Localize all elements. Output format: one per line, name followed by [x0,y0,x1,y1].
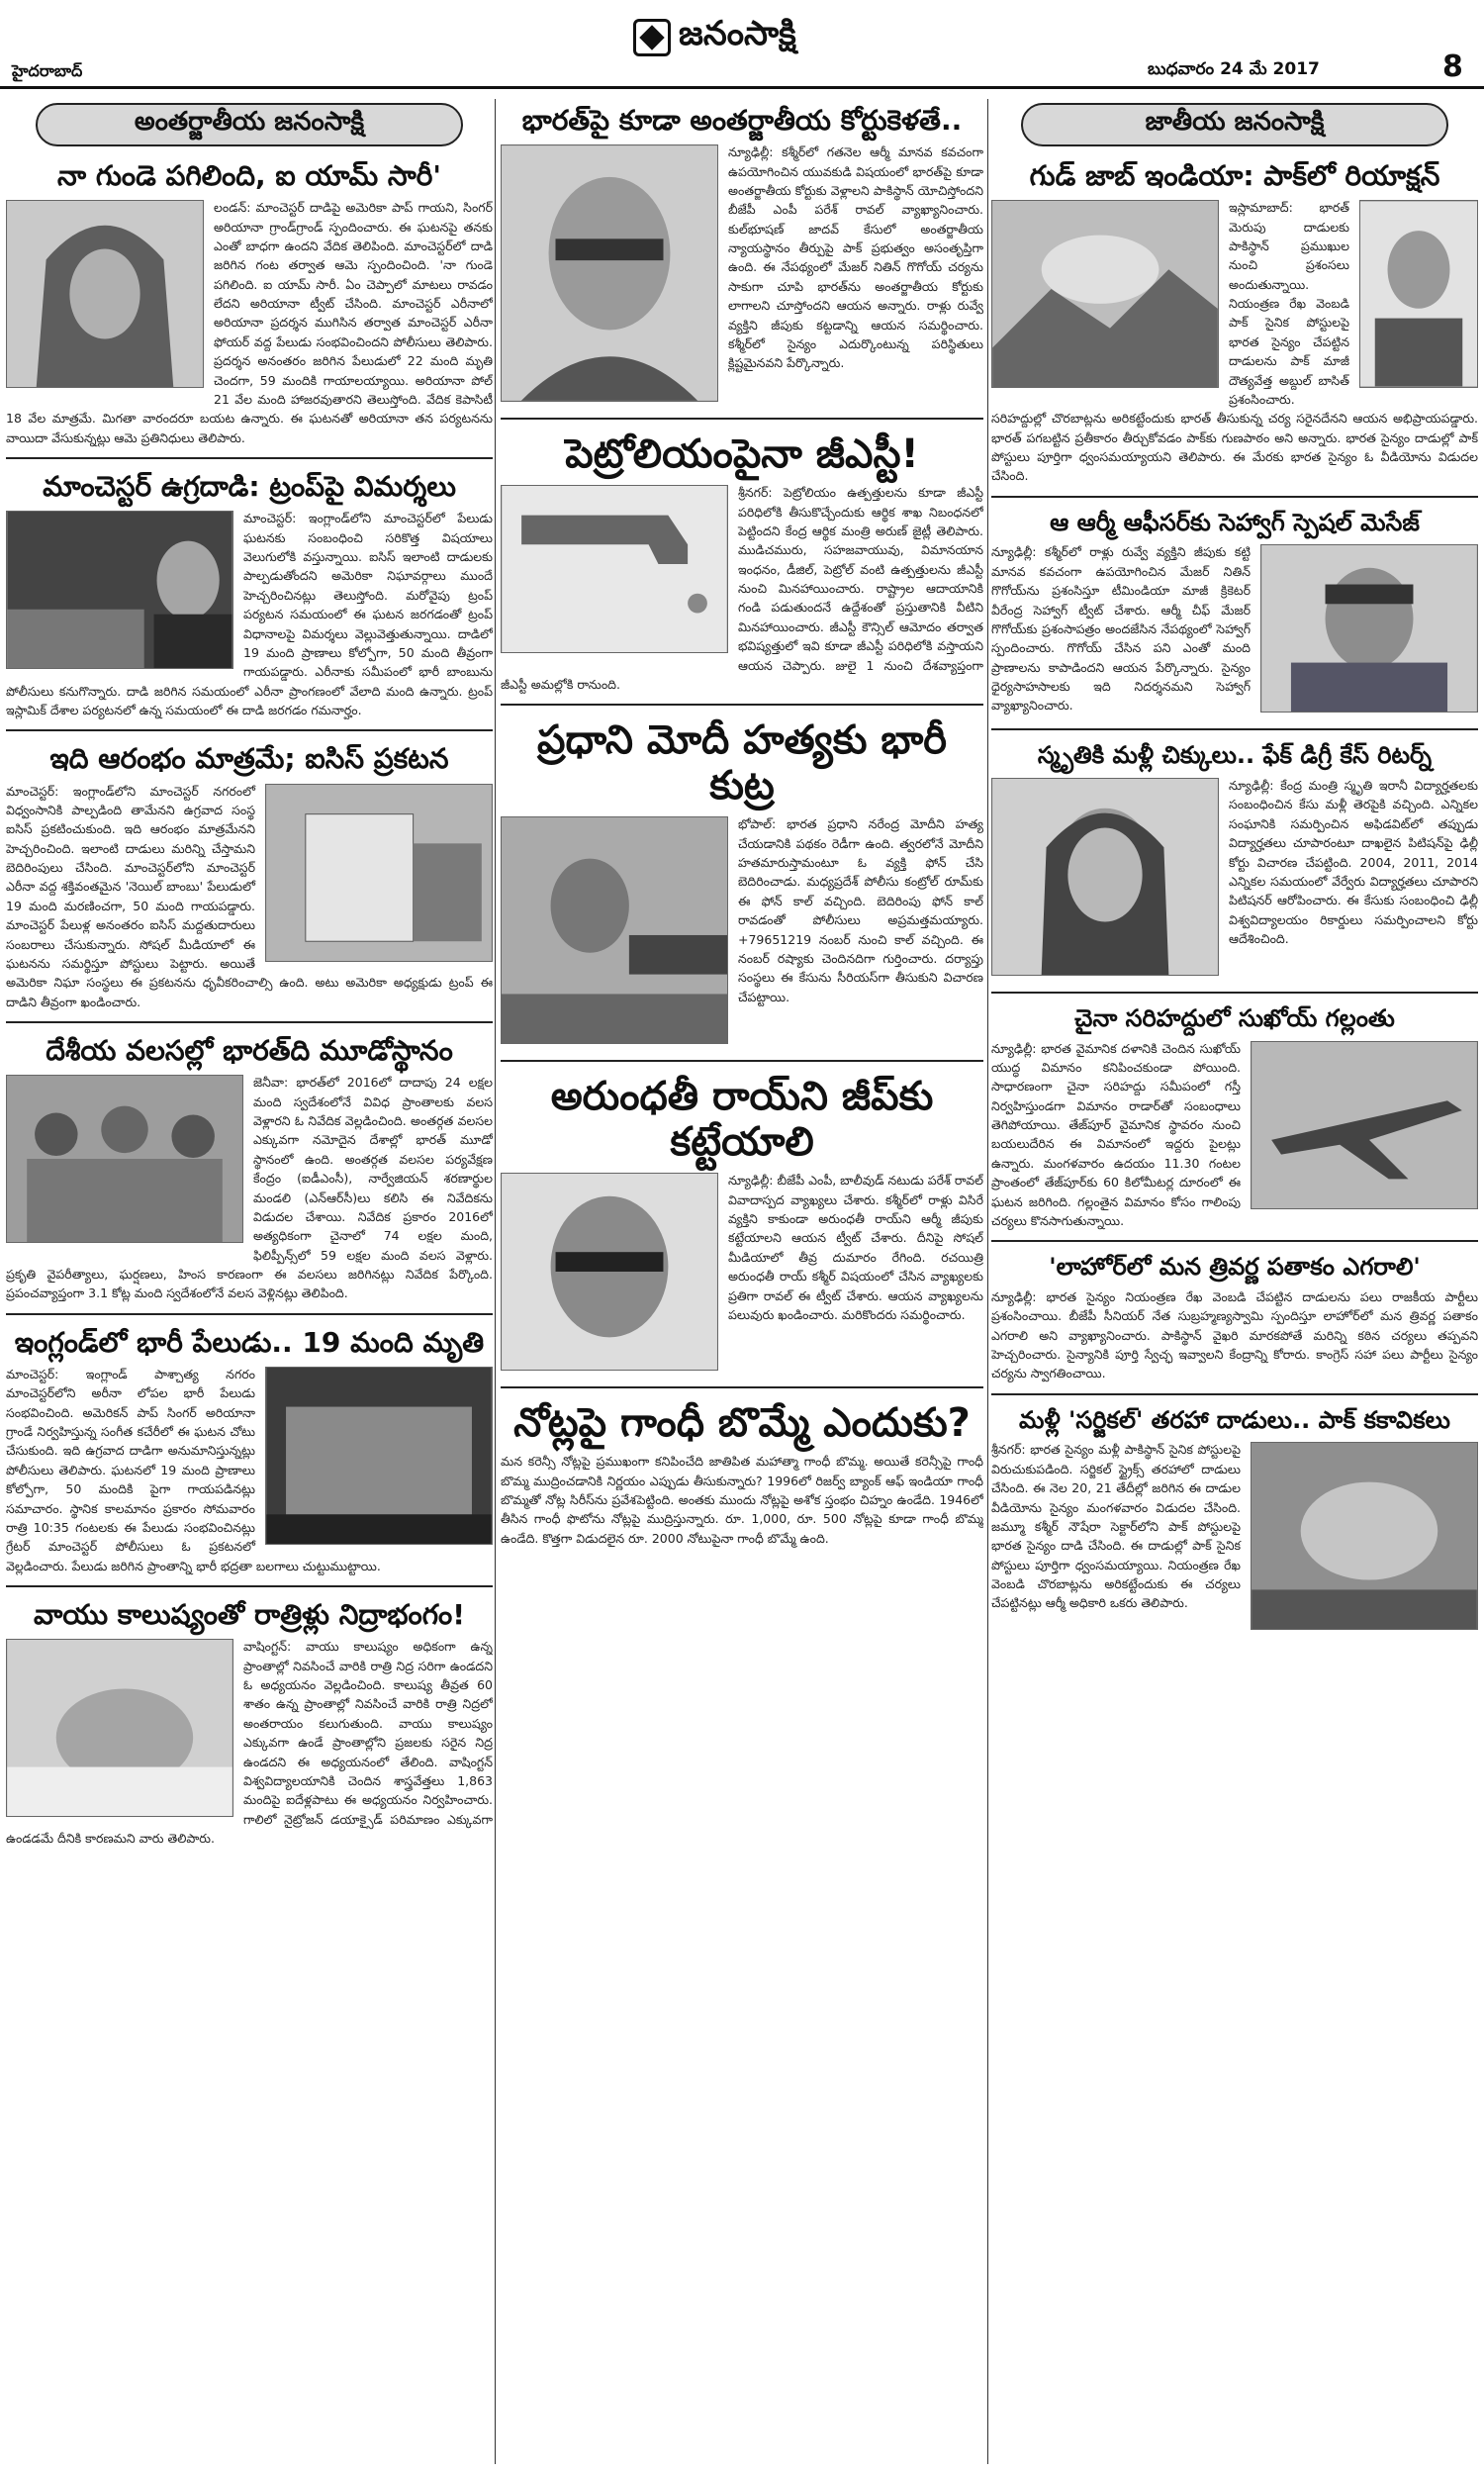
article-body: లండన్‌: మాంచెస్టర్‌ దాడిపై అమెరికా పాప్‌ గాయని, సింగర్‌ అరియానా గ్రాండ్‌గ్రాండ్‌ స్పందించారు. ఈ ఘటనపై తనకు ఎంతో బాధగా ఉందని వేదిక తెలిపింది. మాంచెస్టర్‌లో దాడి జరిగిన గంట తర్వాత ఆమె స్పందించింది. 'నా గుండె పగిలింది. ఐ యామ్‌ సారీ. ఏం చెప్పాలో మాటలు రావడం లేదని అరియానా ట్వీట్‌ చేసింది. మాంచెస్టర్‌ ఎరీనాలో అరియానా ప్రదర్శన ముగిసిన తర్వాత మాంచెస్టర్‌ ఎరీనా ఫోయర్‌ వద్ద పేలుడు సంభవించిందని పోలీసులు తెలిపారు. ప్రదర్శన అనంతరం జరిగిన పేలుడులో 22 మంది మృతి చెందగా, 59 మందికి గాయాలయ్యాయి. అరియానా పోల్‌ 21 వేల మంది హాజరవుతారని తెలుస్తోంది. వేదిక కెపాసిటీ 18 వేల మాత్రమే. మిగతా వారందరూ బయట ఉన్నారు. ఈ ఘటనతో అరియానా తన పర్యటనను వాయిదా వేసుకున్నట్లు ఆమె ప్రతినిధులు తెలిపారు. [6,200,493,445]
article-body: న్యూఢిల్లీ: కశ్మీర్‌లో గతనెల ఆర్మీ మానవ కవచంగా ఉపయోగించిన యువకుడి విషయంలో భారత్‌పై కూడా అంతర్జాతీయ కోర్టుకు వెళ్లాలని పాకిస్థాన్‌ యోచిస్తోందని బీజేపీ ఎంపీ పరేశ్‌ రావల్‌ వ్యాఖ్యానించారు. కుల్‌భూషణ్‌ జాదవ్‌ కేసులో అంతర్జాతీయ న్యాయస్థానం తీర్పుపై పాక్‌ ప్రభుత్వం అసంతృప్తిగా ఉంది. ఈ నేపథ్యంలో మేజర్‌ నితిన్‌ గొగోయ్‌ చర్యను సాకుగా చూపి భారత్‌ను అంతర్జాతీయ కోర్టుకు లాగాలని చూస్తోందని ఆయన అన్నారు. రాళ్లు రువ్వే వ్యక్తిని జీపుకు కట్టడాన్ని ఆయన సమర్థించారు. కశ్మీర్‌లో సైన్యం ఎదుర్కొంటున్న పరిస్థితులు క్లిష్టమైనవని పేర్కొన్నారు. [728,144,983,371]
article-headline: నా గుండె పగిలింది, ఐ యామ్ సారీ' [57,159,441,192]
article [501,99,983,408]
arena-photo [265,1367,493,1545]
article-headline: వాయు కాలుష్యంతో రాత్రిళ్లు నిద్రాభంగం! [33,1598,466,1632]
story-divider [991,496,1478,498]
article-body: శ్రీనగర్‌: భారత సైన్యం మళ్లీ పాకిస్థాన్‌ సైనిక పోస్టులపై విరుచుకుపడింది. సర్జికల్‌ స్ట్రైక్స్‌ తరహాలో దాడులు చేసింది. ఈ నెల 20, 21 తేదీల్లో జరిగిన ఈ దాడుల వీడియోను సైన్యం మంగళవారం విడుదల చేసింది. జమ్మూ కశ్మీర్‌ నౌషేరా సెక్టార్‌లోని పాక్‌ పోస్టులపై భారత సైన్యం దాడి చేసింది. ఈ దాడుల్లో పాక్‌ సైనిక పోస్టులు పూర్తిగా ధ్వంసమయ్యాయి. నియంత్రణ రేఖ వెంబడి చొరబాట్లను అరికట్టేందుకు ఈ చర్యలు చేపట్టినట్లు ఆర్మీ అధికారి ఒకరు తెలిపారు. [991,1442,1241,1611]
surgical-strike-photo [1251,1442,1478,1630]
article [991,504,1478,719]
article [6,465,493,719]
singer-photo [6,200,204,388]
story-divider [501,704,983,706]
article-body: మాంచెస్టర్‌: ఇంగ్లాండ్‌లోని మాంచెస్టర్‌ నగరంలో విధ్వంసానికి పాల్పడింది తామేనని ఉగ్రవాద సంస్థ ఐసిస్‌ ప్రకటించుకుంది. ఇది ఆరంభం మాత్రమేనని హెచ్చరించింది. ఇలాంటి దాడులు మరిన్ని చేస్తామని బెదిరింపులు చేసింది. మాంచెస్టర్‌లోని మాంచెస్టర్‌ ఎరీనా వద్ద శక్తివంతమైన 'నెయిల్‌ బాంబు' పేలుడులో 19 మంది మరణించగా, 50 మంది గాయపడ్డారు. మాంచెస్టర్‌ పేలుళ్ల అనంతరం ఐసిస్‌ మద్దతుదారులు సంబరాలు చేసుకున్నారు. సోషల్‌ మీడియాలో ఈ ఘటనను సమర్థిస్తూ పోస్టులు పెట్టారు. అయితే అమెరికా నిఘా సంస్థలు ఈ ప్రకటనను ధృవీకరించాల్సి ఉంది. అటు అమెరికా అధ్యక్షుడు ట్రంప్‌ ఈ దాడిని తీవ్రంగా ఖండించారు. [6,783,493,1009]
article [6,737,493,1011]
article-body: జెనీవా: భారత్‌లో 2016లో దాదాపు 24 లక్షల మంది స్వదేశంలోనే వివిధ ప్రాంతాలకు వలస వెళ్లారని ఓ నివేదిక వెల్లడించింది. అంతర్గత వలసల ఎక్కువగా నమోదైన దేశాల్లో భారత్‌ మూడో స్థానంలో ఉంది. అంతర్గత వలసల పర్యవేక్షణ కేంద్రం (ఐడీఎంసీ), నార్వేజియన్‌ శరణార్థుల మండలి (ఎన్‌ఆర్‌సీ)లు కలిసి ఈ నివేదికను విడుదల చేశాయి. నివేదిక ప్రకారం 2016లో అత్యధికంగా చైనాలో 74 లక్షల మంది, ఫిలిప్పీన్స్‌లో 59 లక్షల మంది వలస వెళ్లారు. ప్రకృతి వైపరీత్యాలు, ఘర్షణలు, హింస కారణంగా ఈ వలసలు జరిగినట్లు నివేదిక పేర్కొంది. ప్రపంచవ్యాప్తంగా 3.1 కోట్ల మంది స్వదేశంలోనే వలస వెళ్లినట్లు తెలిపింది. [6,1075,493,1301]
story-divider [501,418,983,420]
paresh-rawal-photo-2 [501,1173,718,1371]
article-headline: పెట్రోలియంపైనా జీఎస్టీ! [565,431,919,478]
article-body: భోపాల్‌: భారత ప్రధాని నరేంద్ర మోదీని హత్య చేయడానికి పథకం రెడీగా ఉంది. త్వరలోనే మోదీని హతమారుస్తామంటూ ఓ వ్యక్తి ఫోన్‌ చేసి బెదిరించాడు. మధ్యప్రదేశ్‌ పోలీసు కంట్రోల్‌ రూమ్‌కు ఈ ఫోన్‌ కాల్‌ వచ్చింది. బెదిరింపు ఫోన్‌ కాల్‌ రావడంతో పోలీసులు అప్రమత్తమయ్యారు. +79651219 నంబర్‌ నుంచి కాల్‌ వచ్చింది. ఈ నంబర్‌ రష్యాకు చెందినదిగా గుర్తించారు. దర్యాప్తు సంస్థలు ఈ కేసును సీరియస్‌గా తీసుకుని విచారణ చేపట్టాయి. [738,816,983,1004]
article-headline: గుడ్‌ జాబ్‌ ఇండియా: పాక్‌లో రియాక్షన్‌ [1029,159,1440,192]
abdul-basit-photo [1359,200,1478,388]
column-international [6,99,493,2464]
article-headline: అరుంధతీ రాయ్‌ని జీప్‌కు కట్టేయాలి [550,1074,934,1166]
column-divider [987,99,988,2464]
sleepless-man-photo [6,1639,233,1817]
article-headline: ప్రధాని మోదీ హత్యకు భారీ కుట్ర [537,717,947,809]
article-body: మాంచెస్టర్‌: ఇంగ్లాండ్‌లోని మాంచెస్టర్‌లో పేలుడు ఘటనకు సంబంధించి సరికొత్త విషయాలు వెలుగులోకి వస్తున్నాయి. ఐసిస్‌ ఇలాంటి దాడులకు పాల్పడుతోందని అమెరికా నిఘావర్గాలు ముందే హెచ్చరించినట్లు తెలుస్తోంది. మరోవైపు ట్రంప్‌ పర్యటన సమయంలో ఈ ఘటన జరగడంతో ట్రంప్‌ విధానాలపై విమర్శలు వెల్లువెత్తుతున్నాయి. దాడిలో 19 మంది ప్రాణాలు కోల్పోగా, 50 మంది తీవ్రంగా గాయపడ్డారు. ఎరీనాకు సమీపంలో భారీ బాంబును పోలీసులు కనుగొన్నారు. దాడి జరిగిన సమయంలో ఎరీనా ప్రాంగణంలో వేలాది మంది ఉన్నారు. ట్రంప్‌ ఇస్లామిక్‌ దేశాల పర్యటనలో ఉన్న సమయంలో ఈ దాడి జరగడం గమనార్హం. [6,511,493,717]
migrants-photo [6,1075,243,1243]
article-body: న్యూఢిల్లీ: బీజేపీ ఎంపీ, బాలీవుడ్‌ నటుడు పరేశ్‌ రావల్‌ వివాదాస్పద వ్యాఖ్యలు చేశారు. కశ్మీర్‌లో రాళ్లు విసిరే వ్యక్తిని కాకుండా అరుంధతీ రాయ్‌ని ఆర్మీ జీపుకు కట్టేయాలని ఆయన ట్వీట్‌ చేశారు. దీనిపై సోషల్‌ మీడియాలో తీవ్ర దుమారం రేగింది. రచయిత్రి అరుంధతీ రాయ్‌ కశ్మీర్‌ విషయంలో చేసిన వ్యాఖ్యలకు ప్రతిగా రావల్‌ ఈ ట్వీట్‌ చేశారు. ఆయన వ్యాఖ్యలను పలువురు ఖండించారు. మరికొందరు సమర్థించారు. [728,1173,983,1322]
masthead [0,0,1484,89]
story-divider [991,728,1478,730]
article-headline: ఇది ఆరంభం మాత్రమే; ఐసిస్‌ ప్రకటన [49,742,449,776]
column-divider [495,99,496,2464]
article-body: ఇస్లామాబాద్‌: భారత్‌ మెరుపు దాడులకు పాకిస్థాన్‌ ప్రముఖుల నుంచి ప్రశంసలు అందుతున్నాయి. నియంత్రణ రేఖ వెంబడి పాక్‌ సైనిక పోస్టులపై భారత సైన్యం చేపట్టిన దాడులను పాక్‌ మాజీ దౌత్యవేత్త అబ్దుల్‌ బాసిత్‌ ప్రశంసించారు. సరిహద్దుల్లో చొరబాట్లను అరికట్టేందుకు భారత్‌ తీసుకున్న చర్య సరైనదేనని ఆయన అభిప్రాయపడ్డారు. భారత్‌ పగబట్టిన ప్రతీకారం తీర్చుకోవడం పాక్‌కు గుణపాఠం అని అన్నారు. భారత సైన్యం దాడుల్లో పాక్‌ పోస్టులు పూర్తిగా ధ్వంసమయ్యాయని తెలిపారు. ఈ మేరకు భారత సైన్యం ఓ వీడియోను విడుదల చేసింది. [991,200,1478,484]
page-number: 8 [1442,49,1463,84]
article [501,426,983,694]
article-headline: స్మృతికి మళ్లీ చిక్కులు.. ఫేక్‌ డిగ్రీ కేస్‌ రిటర్న్‌ [1037,741,1433,770]
city-label: హైదరాబాద్ [12,61,83,80]
article-headline: మాంచెస్టర్‌ ఉగ్రదాడి: ట్రంప్‌పై విమర్శలు [43,470,456,504]
section-title-national: జాతీయ జనంసాక్షి [1021,103,1448,146]
column-national [991,99,1478,2464]
article-headline: మళ్లీ 'సర్జికల్‌' తరహా దాడులు.. పాక్‌ కకావికలు [1019,1405,1450,1434]
blast-site-photo [265,784,493,962]
sehwag-photo [1260,544,1478,713]
article-body: శ్రీనగర్‌: పెట్రోలియం ఉత్పత్తులను కూడా జీఎస్టీ పరిధిలోకి తీసుకొచ్చేందుకు ఆర్థిక శాఖ నిబంధనలో పెట్టిందని కేంద్ర ఆర్థిక మంత్రి అరుణ్‌ జైట్లీ తెలిపారు. ముడిచమురు, సహజవాయువు, విమానయాన ఇంధనం, డీజిల్‌, పెట్రోల్‌ వంటి ఉత్పత్తులను జీఎస్టీ నుంచి మినహాయించారు. రాష్ట్రాల ఆదాయానికి గండి పడుతుందనే ఉద్దేశంతో ప్రస్తుతానికి వీటిని మినహాయించారు. జీఎస్టీ కౌన్సిల్‌ ఆమోదం తర్వాత భవిష్యత్తులో ఇవి కూడా జీఎస్టీ పరిధిలోకి వస్తాయని ఆయన చెప్పారు. జులై 1 నుంచి దేశవ్యాప్తంగా జీఎస్టీ అమల్లోకి రానుంది. [501,485,983,692]
article-body: న్యూఢిల్లీ: భారత సైన్యం నియంత్రణ రేఖ వెంబడి చేపట్టిన దాడులను పలు రాజకీయ పార్టీలు ప్రశంసించాయి. బీజేపీ సీనియర్‌ నేత సుబ్రహ్మణ్యస్వామి స్పందిస్తూ లాహోర్‌లో మన త్రివర్ణ పతాకం ఎగరాలి అని వ్యాఖ్యానించారు. పాకిస్థాన్‌ వైఖరి మారకపోతే మరిన్ని కఠిన చర్యలు తప్పవని హెచ్చరించారు. సైన్యానికి పూర్తి స్వేచ్ఛ ఇవ్వాలని కేంద్రాన్ని కోరారు. కాంగ్రెస్‌ సహా పలు పార్టీలు సైన్యం చర్యను స్వాగతించాయి. [991,1288,1478,1381]
article-body: న్యూఢిల్లీ: కశ్మీర్‌లో రాళ్లు రువ్వే వ్యక్తిని జీపుకు కట్టి మానవ కవచంగా ఉపయోగించిన మేజర్‌ నితిన్‌ గొగోయ్‌ను ప్రశంసిస్తూ టీమిండియా మాజీ క్రికెటర్‌ వీరేంద్ర సెహ్వాగ్‌ ట్వీట్‌ చేశారు. ఆర్మీ చీఫ్‌ మేజర్‌ గొగోయ్‌కు ప్రశంసాపత్రం అందజేసిన నేపథ్యంలో సెహ్వాగ్‌ స్పందించారు. గొగోయ్‌ చేసిన పని ఎంతో మంది ప్రాణాలను కాపాడిందని ఆయన పేర్కొన్నారు. సైన్యం ధైర్యసాహసాలకు ఇది నిదర్శనమని సెహ్వాగ్‌ వ్యాఖ్యానించారు. [991,544,1251,714]
section-title-international: అంతర్జాతీయ జనంసాక్షి [36,103,463,146]
article-headline: చైనా సరిహద్దులో సుఖోయ్‌ గల్లంతు [1074,1004,1395,1032]
article-body: మన కరెన్సీ నోట్లపై ప్రముఖంగా కనిపించేది జాతిపిత మహాత్మా గాంధీ బొమ్మ. అయితే కరెన్సీపై గాంధీ బొమ్మ ముద్రించడానికి నిర్ణయం ఎప్పుడు తీసుకున్నారు? 1996లో రిజర్వ్‌ బ్యాంక్‌ ఆఫ్‌ ఇండియా గాంధీ బొమ్మతో నోట్ల సిరీస్‌ను ప్రవేశపెట్టింది. అంతకు ముందు నోట్లపై అశోక స్తంభం చిహ్నం ఉండేది. 1946లో తీసిన గాంధీ ఫొటోను నోట్లపై ముద్రిస్తున్నారు. రూ. 1,000, రూ. 500 నోట్లపై కూడా గాంధీ బొమ్మ ఉండేది. కొత్తగా విడుదలైన రూ. 2000 నోటుపైనా గాంధీ బొమ్మే ఉంది. [501,1454,983,1546]
article [501,1068,983,1377]
article-headline: నోట్లపై గాంధీ బొమ్మే ఎందుకు? [513,1400,971,1447]
article-body: మాంచెస్టర్‌: ఇంగ్లాండ్‌ పాశ్చాత్య నగరం మాంచెస్టర్‌లోని అరీనా లోపల భారీ పేలుడు సంభవించింది. అమెరికన్‌ పాప్‌ సింగర్‌ అరియానా గ్రాండే నిర్వహిస్తున్న సంగీత కచేరీలో ఈ ఘటన చోటు చేసుకుంది. ఇది ఉగ్రవాద దాడిగా అనుమానిస్తున్నట్లు పోలీసులు తెలిపారు. ఘటనలో 19 మంది ప్రాణాలు కోల్పోగా, 50 మందికి పైగా గాయపడినట్లు సమాచారం. స్థానిక కాలమానం ప్రకారం సోమవారం రాత్రి 10:35 గంటలకు ఈ పేలుడు సంభవించినట్లు గ్రేటర్‌ మాంచెస్టర్‌ పోలీసులు ఓ ప్రకటనలో వెల్లడించారు. పేలుడు జరిగిన ప్రాంతాన్ని భారీ భద్రతా బలగాలు చుట్టుముట్టాయి. [6,1366,381,1573]
article [501,1394,983,1548]
article-body: వాషింగ్టన్‌: వాయు కాలుష్యం అధికంగా ఉన్న ప్రాంతాల్లో నివసించే వారికి రాత్రి నిద్ర సరిగా ఉండదని ఓ అధ్యయనం వెల్లడించింది. కాలుష్య తీవ్రత 60 శాతం ఉన్న ప్రాంతాల్లో నివసించే వారికి రాత్రి నిద్రలో అంతరాయం కలుగుతుంది. వాయు కాలుష్యం ఎక్కువగా ఉండే ప్రాంతాల్లోని ప్రజలకు సరైన నిద్ర ఉండదని ఈ అధ్యయనంలో తేలింది. వాషింగ్టన్‌ విశ్వవిద్యాలయానికి చెందిన శాస్త్రవేత్తలు 1,863 మందిపై ఐదేళ్లపాటు ఈ అధ్యయనం నిర్వహించారు. గాలిలో నైట్రోజన్‌ డయాక్సైడ్‌ పరిమాణం ఎక్కువగా ఉండడమే దీనికి కారణమని వారు తెలిపారు. [6,1639,493,1846]
story-divider [991,1393,1478,1395]
article [6,1321,493,1575]
article-headline: ఇంగ్లండ్‌లో భారీ పేలుడు.. 19 మంది మృతి [14,1325,485,1359]
story-divider [6,729,493,731]
story-divider [501,1386,983,1388]
story-divider [991,1240,1478,1242]
article [6,1593,493,1848]
article [991,1401,1478,1637]
army-smoke-photo [991,200,1219,388]
story-divider [991,992,1478,994]
column-main [501,99,983,2464]
story-divider [6,1313,493,1315]
article-body: న్యూఢిల్లీ: భారత వైమానిక దళానికి చెందిన సుఖోయ్‌ యుద్ధ విమానం కనిపించకుండా పోయింది. సాధారణంగా చైనా సరిహద్దు సమీపంలో గస్తీ నిర్వహిస్తుండగా విమానం రాడార్‌తో సంబంధాలు తెగిపోయాయి. తేజ్‌పూర్‌ వైమానిక స్థావరం నుంచి బయలుదేరిన ఈ విమానంలో ఇద్దరు పైలట్లు ఉన్నారు. మంగళవారం ఉదయం 11.30 గంటల ప్రాంతంలో తేజ్‌పూర్‌కు 60 కిలోమీటర్ల దూరంలో ఈ ఘటన జరిగింది. గల్లంతైన విమానం కోసం గాలింపు చర్యలు కొనసాగుతున్నాయి. [991,1040,1241,1228]
fuel-nozzle-photo [501,485,728,653]
modi-photo [501,816,728,1044]
paper-name: జనంసాక్షి [679,14,796,53]
article [991,154,1478,486]
story-divider [6,1021,493,1023]
article [6,1029,493,1303]
sukhoi-jet-photo [1251,1041,1478,1209]
article-headline: ఆ ఆర్మీ ఆఫీసర్‌కు సెహ్వాగ్‌ స్పెషల్‌ మెసేజ్‌ [1050,508,1420,536]
article-headline: దేశీయ వలసల్లో భారత్‌ది మూడోస్థానం [46,1034,453,1068]
paper-logo [633,14,796,61]
article [991,999,1478,1230]
smriti-irani-photo [991,778,1219,976]
story-divider [6,1585,493,1587]
issue-date: బుధవారం 24 మే 2017 [1148,59,1320,79]
article-headline: 'లాహోర్‌లో మన త్రివర్ణ పతాకం ఎగరాలి' [1049,1253,1421,1282]
paper-logo-icon [633,19,671,56]
article [991,736,1478,982]
article [6,154,493,447]
article [991,1248,1478,1382]
article-headline: భారత్‌పై కూడా అంతర్జాతీయ కోర్టుకెళతే.. [521,104,963,137]
story-divider [6,457,493,459]
article-body: న్యూఢిల్లీ: కేంద్ర మంత్రి స్మృతి ఇరానీ విద్యార్హతలకు సంబంధించిన కేసు మళ్లీ తెరపైకి వచ్చింది. ఎన్నికల సంఘానికి సమర్పించిన అఫిడవిట్‌లో తప్పుడు విద్యార్హతలు చూపారంటూ దాఖలైన పిటిషన్‌పై ఢిల్లీ కోర్టు విచారణ చేపట్టింది. 2004, 2011, 2014 ఎన్నికల సమయంలో వేర్వేరు విద్యార్హతలు చూపారని పిటిషనర్‌ ఆరోపించారు. ఈ కేసుకు సంబంధించి ఢిల్లీ విశ్వవిద్యాలయం రికార్డులు సమర్పించాలని కోర్టు ఆదేశించింది. [1229,778,1478,946]
paresh-rawal-photo [501,144,718,402]
trump-crowd-photo [6,511,233,669]
story-divider [501,1060,983,1062]
article [501,712,983,1050]
